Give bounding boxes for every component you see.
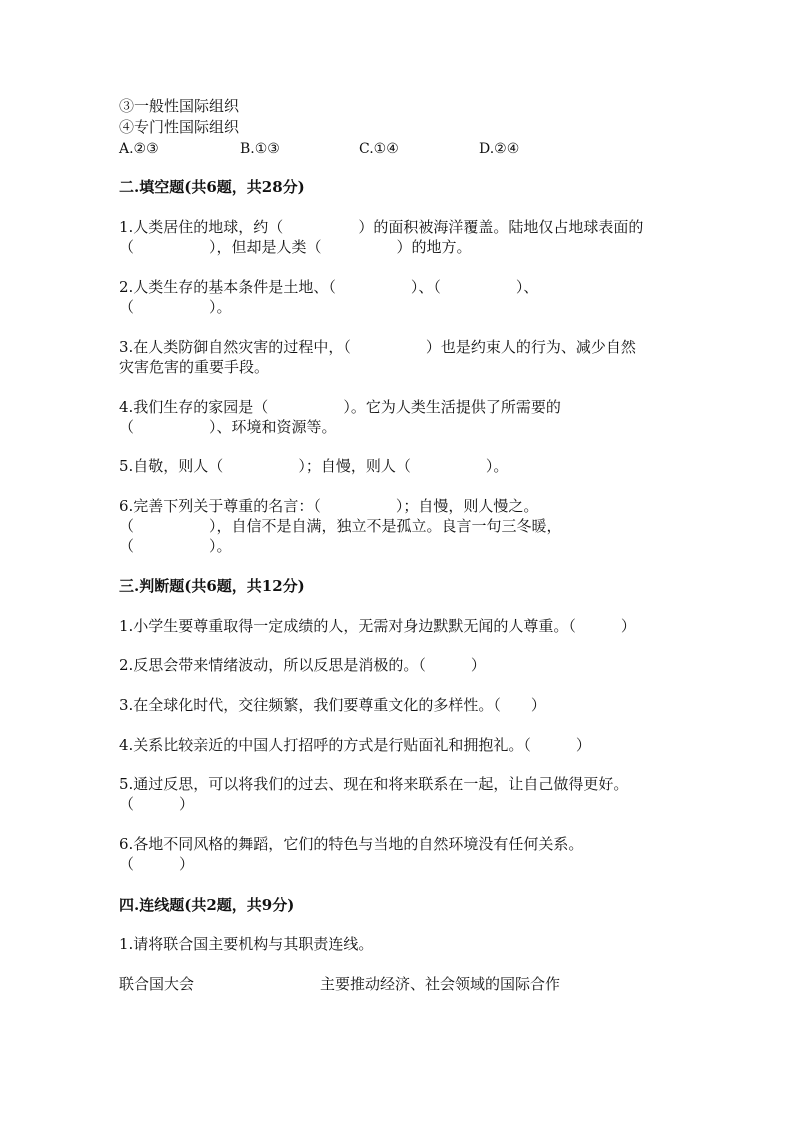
fill-q6-line1: 6.完善下列关于尊重的名言：（ ）；自慢，则人慢之。: [119, 497, 539, 515]
option-d: D.②④: [479, 141, 520, 157]
option-c: C.①④: [359, 141, 399, 157]
fill-q2-line1: 2.人类生存的基本条件是土地、（ ）、（ ）、: [119, 278, 539, 296]
section-3-heading: 三.判断题(共6题，共12分): [119, 577, 305, 595]
judge-q1: 1.小学生要尊重取得一定成绩的人，无需对身边默默无闻的人尊重。（ ）: [119, 617, 636, 635]
section-4-heading: 四.连线题(共2题，共9分): [119, 896, 295, 914]
judge-q2: 2.反思会带来情绪波动，所以反思是消极的。（ ）: [119, 656, 486, 674]
choice-item-4: ④专门性国际组织: [119, 118, 240, 136]
fill-q3-line2: 灾害危害的重要手段。: [119, 358, 270, 376]
judge-q6-line2: （ ）: [119, 855, 195, 873]
fill-q1-line1: 1.人类居住的地球，约（ ）的面积被海洋覆盖。陆地仅占地球表面的: [119, 218, 644, 236]
choice-item-3: ③一般性国际组织: [119, 97, 240, 115]
fill-q4-line2: （ ）、环境和资源等。: [119, 418, 337, 436]
match-left-item: 联合国大会: [119, 975, 195, 993]
fill-q6-line2: （ ），自信不是自满，独立不是孤立。良言一句三冬暖，: [119, 517, 562, 535]
judge-q3: 3.在全球化时代，交往频繁，我们要尊重文化的多样性。（ ）: [119, 696, 546, 714]
match-q1: 1.请将联合国主要机构与其职责连线。: [119, 935, 374, 953]
fill-q4-line1: 4.我们生存的家园是（ ）。它为人类生活提供了所需要的: [119, 398, 561, 416]
judge-q4: 4.关系比较亲近的中国人打招呼的方式是行贴面礼和拥抱礼。（ ）: [119, 736, 591, 754]
section-2-heading: 二.填空题(共6题，共28分): [119, 178, 305, 196]
fill-q5-line1: 5.自敬，则人（ ）；自慢，则人（ ）。: [119, 457, 509, 475]
fill-q2-line2: （ ）。: [119, 298, 232, 316]
judge-q5-line2: （ ）: [119, 795, 195, 813]
judge-q5-line1: 5.通过反思，可以将我们的过去、现在和将来联系在一起，让自己做得更好。: [119, 775, 629, 793]
fill-q6-line3: （ ）。: [119, 537, 232, 555]
fill-q1-line2: （ ），但却是人类（ ）的地方。: [119, 238, 472, 256]
option-a: A.②③: [119, 141, 159, 157]
option-b: B.①③: [240, 141, 280, 157]
fill-q3-line1: 3.在人类防御自然灾害的过程中，（ ）也是约束人的行为、减少自然: [119, 338, 636, 356]
judge-q6-line1: 6.各地不同风格的舞蹈，它们的特色与当地的自然环境没有任何关系。: [119, 835, 584, 853]
match-right-item: 主要推动经济、社会领域的国际合作: [320, 975, 561, 993]
